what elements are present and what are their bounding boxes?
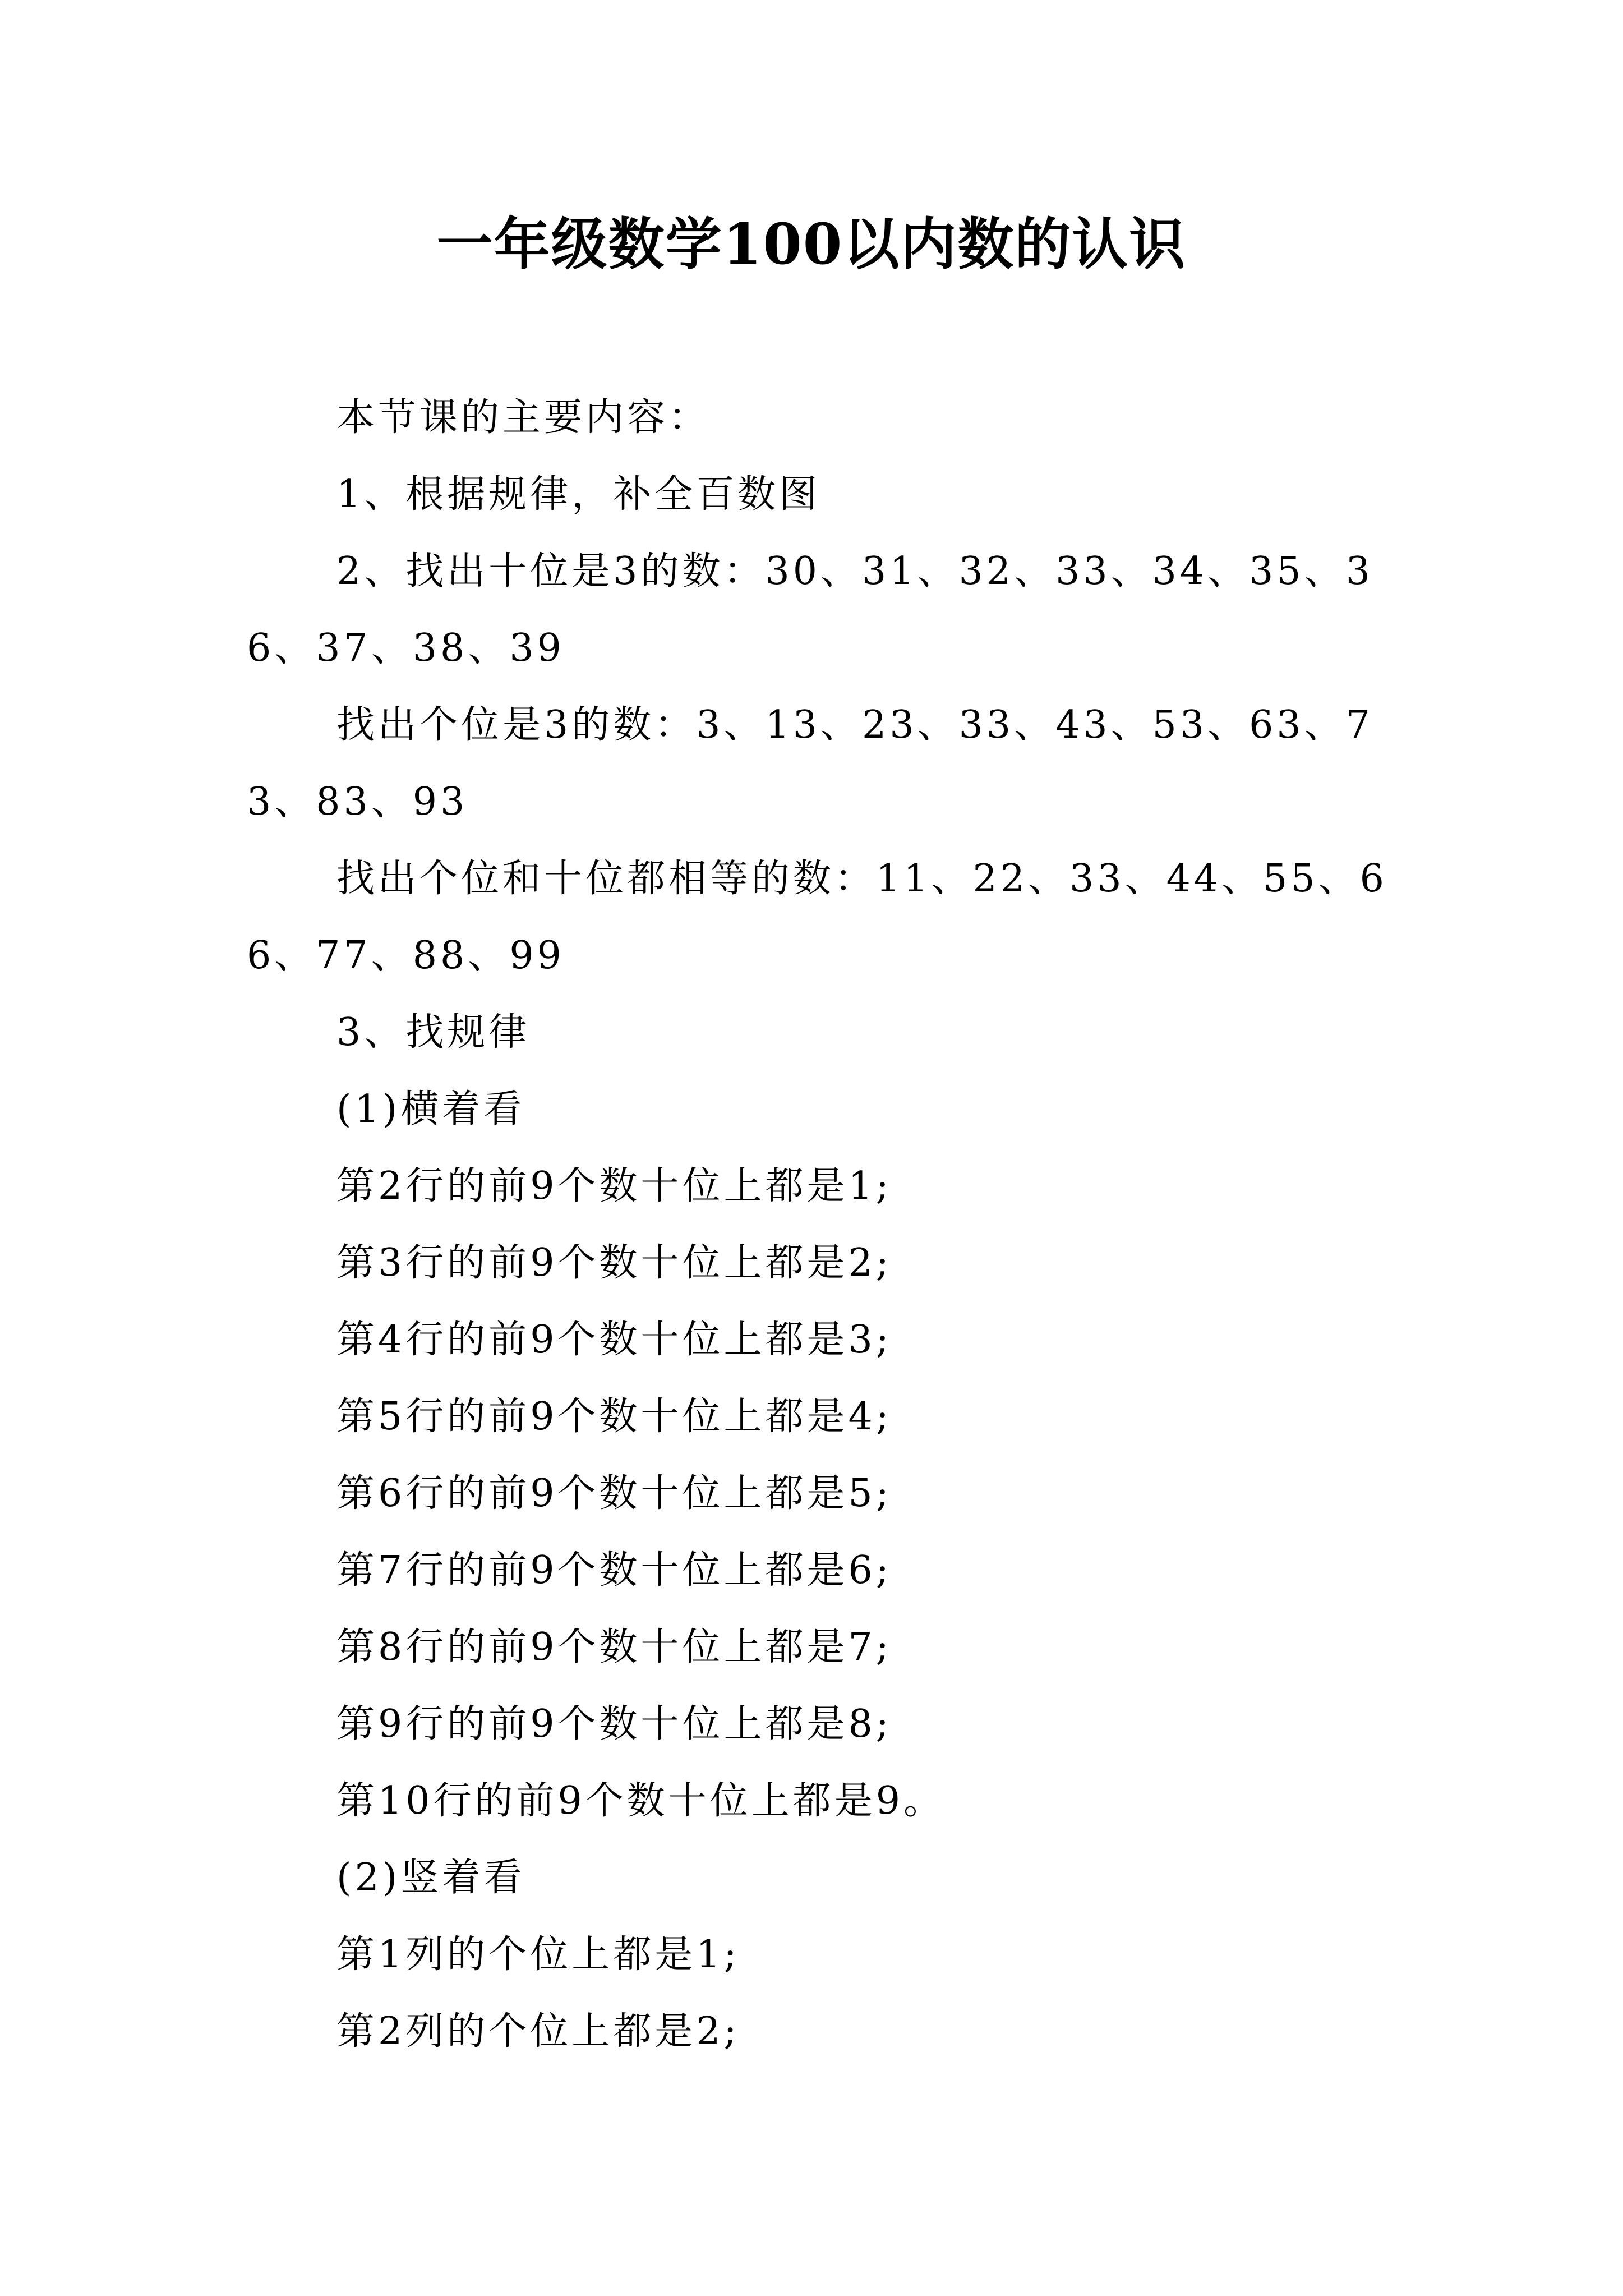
- paragraph-item-2-ones: 找出个位是3的数：3、13、23、33、43、53、63、73、83、93: [247, 703, 1373, 824]
- paragraph-row-4: 第4行的前9个数十位上都是3;: [336, 1318, 892, 1362]
- paragraph-column-2: 第2列的个位上都是2;: [336, 2009, 740, 2054]
- paragraph-intro: 本节课的主要内容：: [336, 395, 711, 440]
- paragraph-item-2-equal: 找出个位和十位都相等的数：11、22、33、44、55、66、77、88、99: [247, 857, 1387, 978]
- paragraph-row-2: 第2行的前9个数十位上都是1;: [336, 1164, 892, 1208]
- document-body: [247, 379, 1413, 2070]
- paragraph-row-3: 第3行的前9个数十位上都是2;: [336, 1241, 892, 1285]
- paragraph-column-1: 第1列的个位上都是1;: [336, 1932, 740, 1977]
- paragraph-vertical-heading: (2)竖着看: [336, 1856, 525, 1900]
- document-title: 一年级数学100以内数的认识: [436, 211, 1187, 277]
- paragraph-item-3: 3、找规律: [336, 1010, 531, 1055]
- paragraph-item-1: 1、根据规律，补全百数图: [336, 472, 821, 517]
- paragraph-item-2-tens: 2、找出十位是3的数：30、31、32、33、34、35、36、37、38、39: [247, 549, 1373, 670]
- paragraph-horizontal-heading: (1)横着看: [336, 1087, 525, 1131]
- paragraph-row-8: 第8行的前9个数十位上都是7;: [336, 1625, 892, 1669]
- paragraph-row-7: 第7行的前9个数十位上都是6;: [336, 1548, 892, 1593]
- paragraph-row-10: 第10行的前9个数十位上都是9。: [336, 1779, 946, 1823]
- paragraph-row-5: 第5行的前9个数十位上都是4;: [336, 1395, 892, 1439]
- paragraph-row-6: 第6行的前9个数十位上都是5;: [336, 1471, 892, 1516]
- paragraph-row-9: 第9行的前9个数十位上都是8;: [336, 1702, 892, 1746]
